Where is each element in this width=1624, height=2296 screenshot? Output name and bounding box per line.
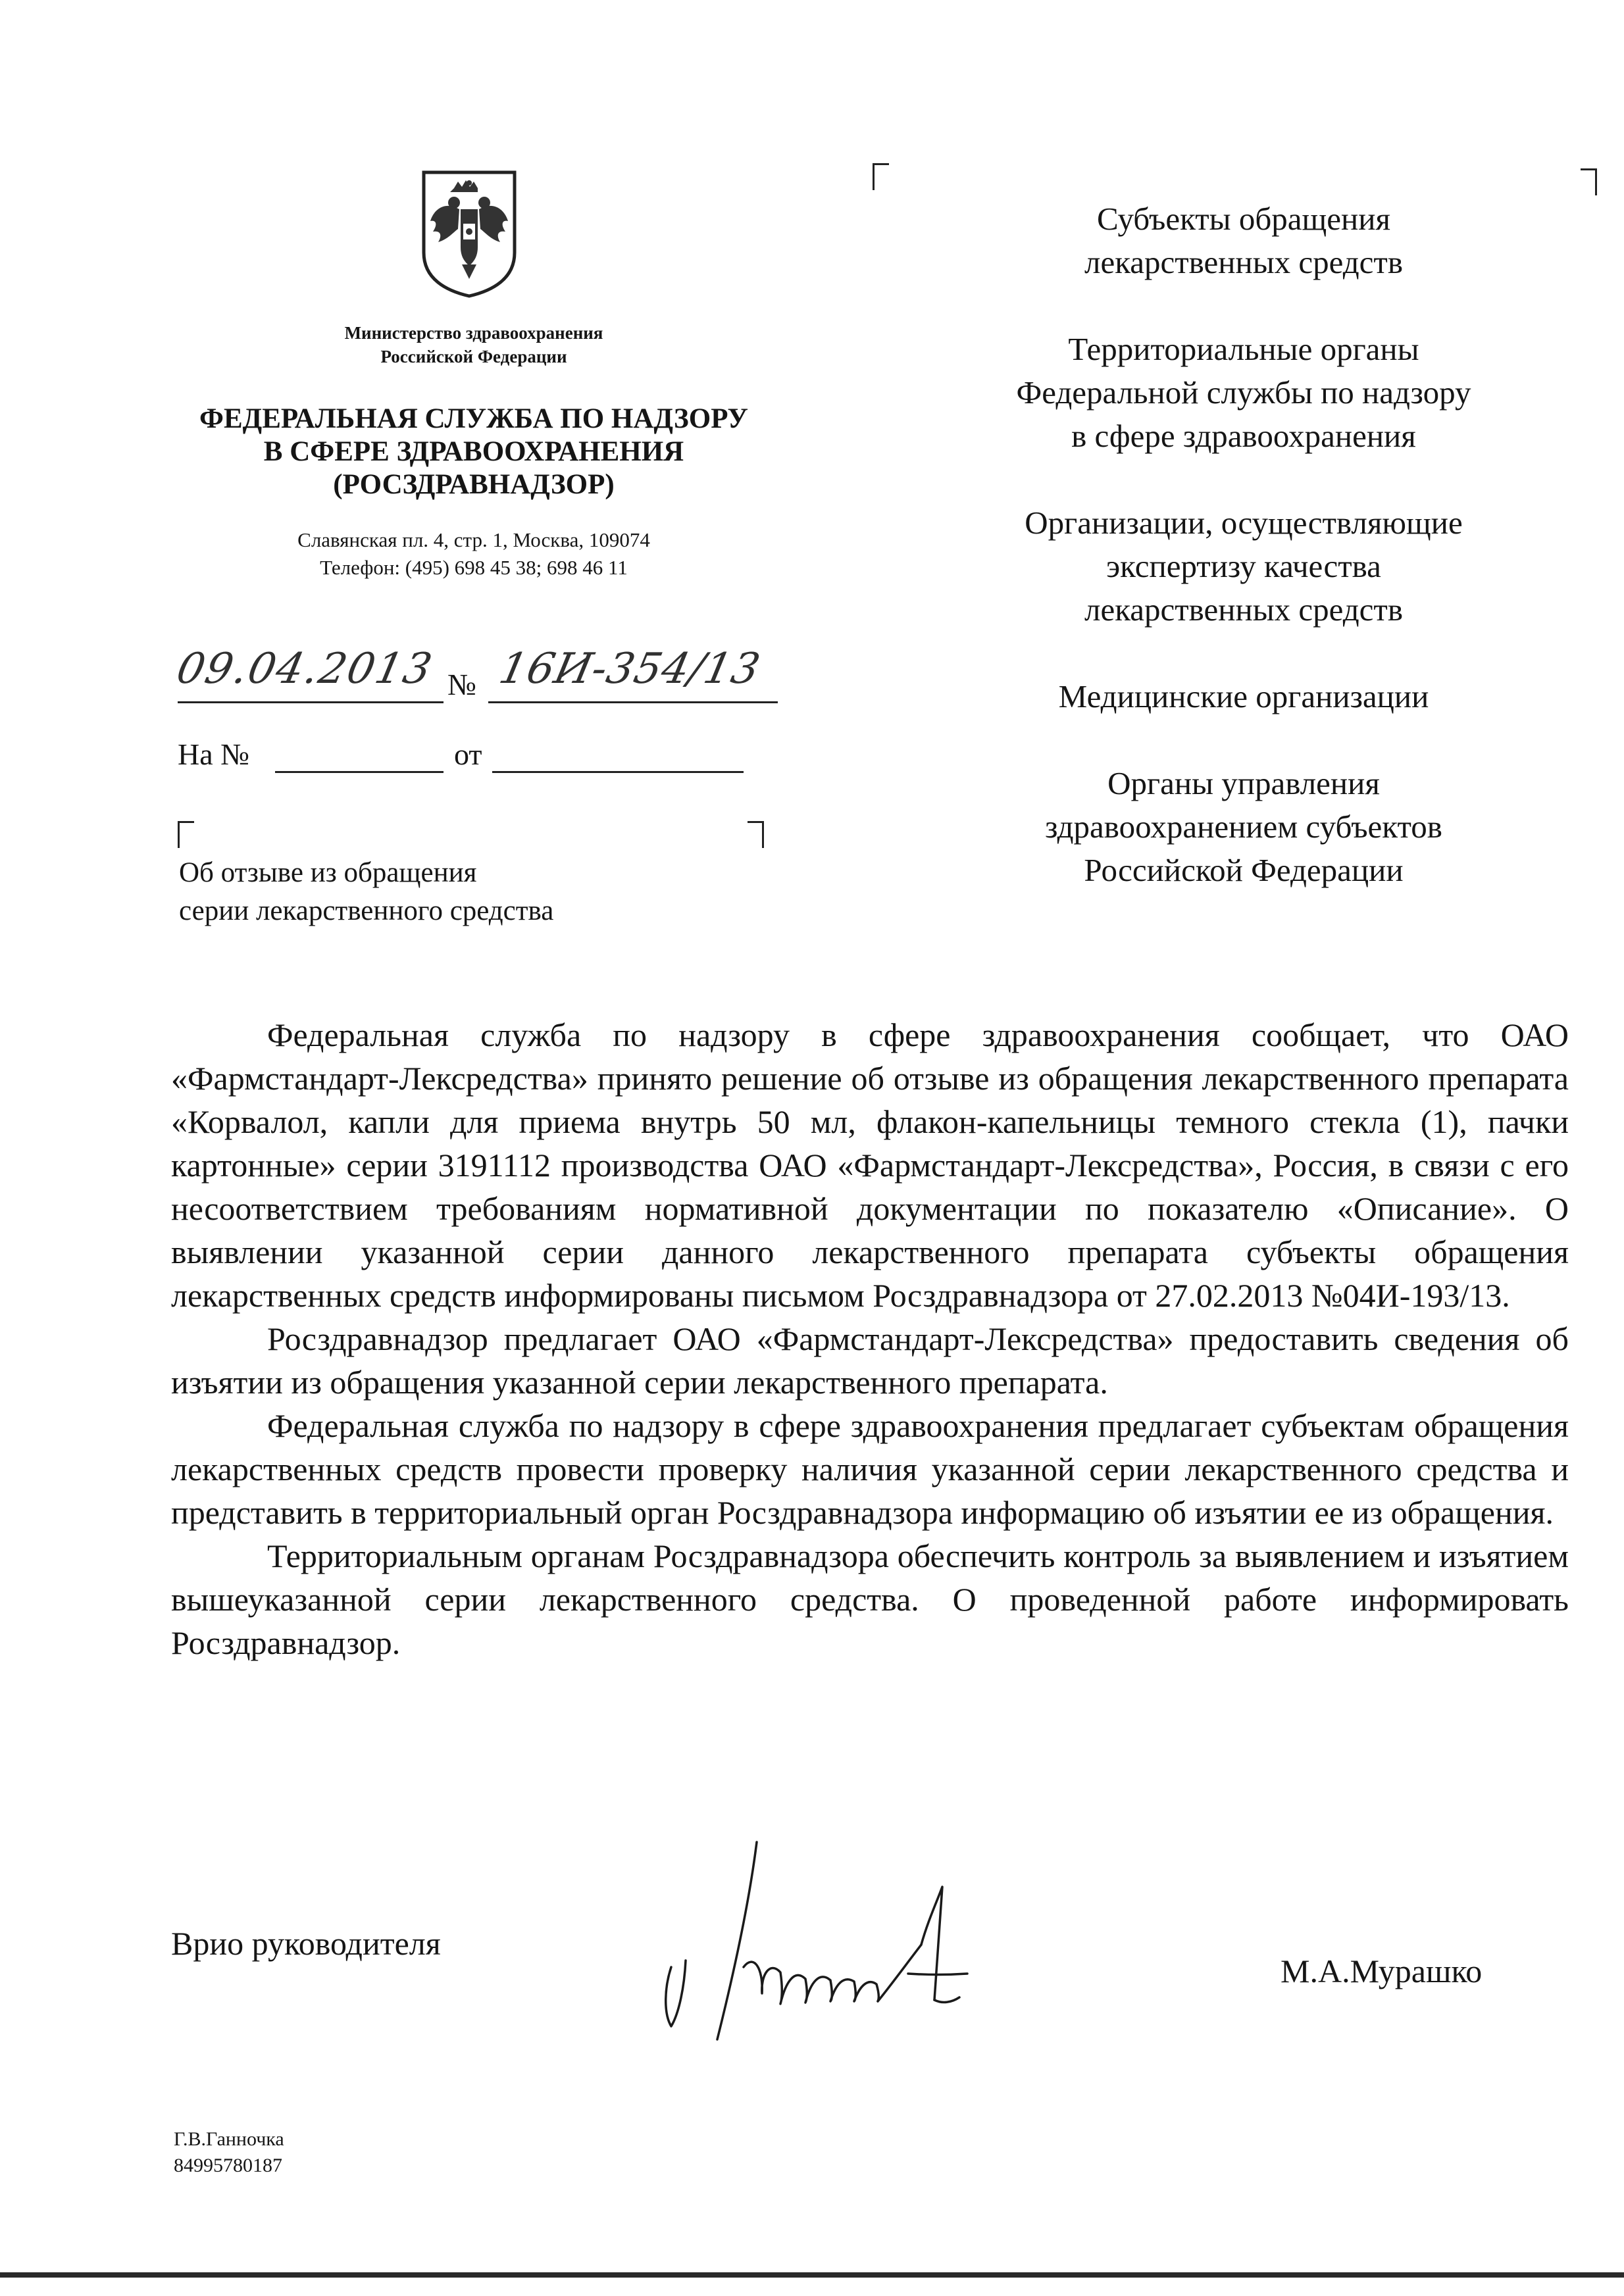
number-sign: № xyxy=(447,668,476,701)
addressee-line: в сфере здравоохранения xyxy=(1071,418,1416,454)
reference-date-blank xyxy=(492,771,744,773)
subject-corner-left xyxy=(178,821,194,848)
subject-corner-right xyxy=(748,821,764,848)
addressee-line: Федеральной службы по надзору xyxy=(1016,374,1471,411)
addressee-line: лекарственных средств xyxy=(1084,244,1403,280)
date-underline xyxy=(178,701,444,703)
document-date: 09.04.2013 xyxy=(172,645,438,693)
executor-info xyxy=(174,2126,284,2179)
letter-subject xyxy=(179,854,705,930)
subject-line: Об отзыве из обращения xyxy=(179,857,477,888)
reference-number-label: На № xyxy=(178,737,250,771)
number-underline xyxy=(488,701,778,703)
letter-body xyxy=(171,1013,1569,1664)
addressee-line: Медицинские организации xyxy=(1058,678,1429,714)
agency-phone: Телефон: (495) 698 45 38; 698 46 11 xyxy=(320,556,628,579)
addressee-corner-right xyxy=(1581,168,1597,195)
signatory-name: М.А.Мурашко xyxy=(1281,1953,1483,1989)
addressee-line: Российской Федерации xyxy=(1084,852,1404,888)
signatory-position: Врио руководителя xyxy=(171,1925,441,1962)
body-paragraph: Территориальным органам Росздравнадзора обеспечить контроль за выявлением и изъятием вышеуказанной серии лекарственного средства. О проведенной работе информировать Росздравнадзор. xyxy=(171,1537,1569,1661)
scan-edge-line xyxy=(0,2272,1624,2278)
addressee-list xyxy=(948,197,1540,892)
ministry-line: Министерство здравоохранения xyxy=(344,323,603,343)
addressee-group xyxy=(948,328,1540,458)
executor-name: Г.В.Ганночка xyxy=(174,2128,284,2150)
body-paragraph: Федеральная служба по надзору в сфере здравоохранения сообщает, что ОАО «Фармстандарт-Лексредства» принято решение об отзыве из обращения лекарственного препарата «Корвалол, капли для приема внутрь 50 мл, флакон-капельницы темного стекла (1), пачки картонные» серии 3191112 производства ОАО «Фармстандарт-Лексредства», Россия, в связи с его несоответствием требованиям нормативной документации по показателю «Описание». О выявлении указанной серии данного лекарственного препарата субъекты обращения лекарственных средств информированы письмом Росздравнадзора от 27.02.2013 №04И-193/13. xyxy=(171,1016,1569,1314)
state-emblem-icon xyxy=(420,168,519,299)
ministry-line: Российской Федерации xyxy=(380,347,567,366)
addressee-line: Органы управления xyxy=(1107,765,1380,801)
addressee-line: Субъекты обращения xyxy=(1096,201,1390,237)
agency-line: (РОСЗДРАВНАДЗОР) xyxy=(333,469,615,500)
addressee-line: Территориальные органы xyxy=(1068,331,1419,367)
handwritten-signature xyxy=(645,1803,1013,2053)
addressee-corner-left xyxy=(873,163,889,190)
reference-number-blank xyxy=(275,771,444,773)
reference-date-label: от xyxy=(454,737,482,771)
document-number: 16И-354/13 xyxy=(495,645,765,693)
subject-line: серии лекарственного средства xyxy=(179,895,554,926)
executor-phone: 84995780187 xyxy=(174,2155,282,2176)
addressee-line: здравоохранением субъектов xyxy=(1045,809,1442,845)
addressee-line: экспертизу качества xyxy=(1106,548,1381,584)
addressee-group xyxy=(948,501,1540,632)
addressee-line: Организации, осуществляющие xyxy=(1025,505,1463,541)
addressee-line: лекарственных средств xyxy=(1084,591,1403,628)
ministry-name xyxy=(237,321,711,368)
addressee-group xyxy=(948,675,1540,718)
agency-line: В СФЕРЕ ЗДРАВООХРАНЕНИЯ xyxy=(263,436,684,467)
agency-contacts xyxy=(197,526,750,582)
agency-name xyxy=(132,403,816,501)
addressee-group xyxy=(948,762,1540,892)
agency-address: Славянская пл. 4, стр. 1, Москва, 109074 xyxy=(297,528,650,551)
addressee-group xyxy=(948,197,1540,284)
body-paragraph: Росздравнадзор предлагает ОАО «Фармстандарт-Лексредства» предоставить сведения об изъятии из обращения указанной серии лекарственного препарата. xyxy=(171,1320,1569,1401)
body-paragraph: Федеральная служба по надзору в сфере здравоохранения предлагает субъектам обращения лекарственных средств провести проверку наличия указанной серии лекарственного средства и представить в территориальный орган Росздравнадзора информацию об изъятии ее из обращения. xyxy=(171,1407,1569,1531)
agency-line: ФЕДЕРАЛЬНАЯ СЛУЖБА ПО НАДЗОРУ xyxy=(199,403,748,434)
